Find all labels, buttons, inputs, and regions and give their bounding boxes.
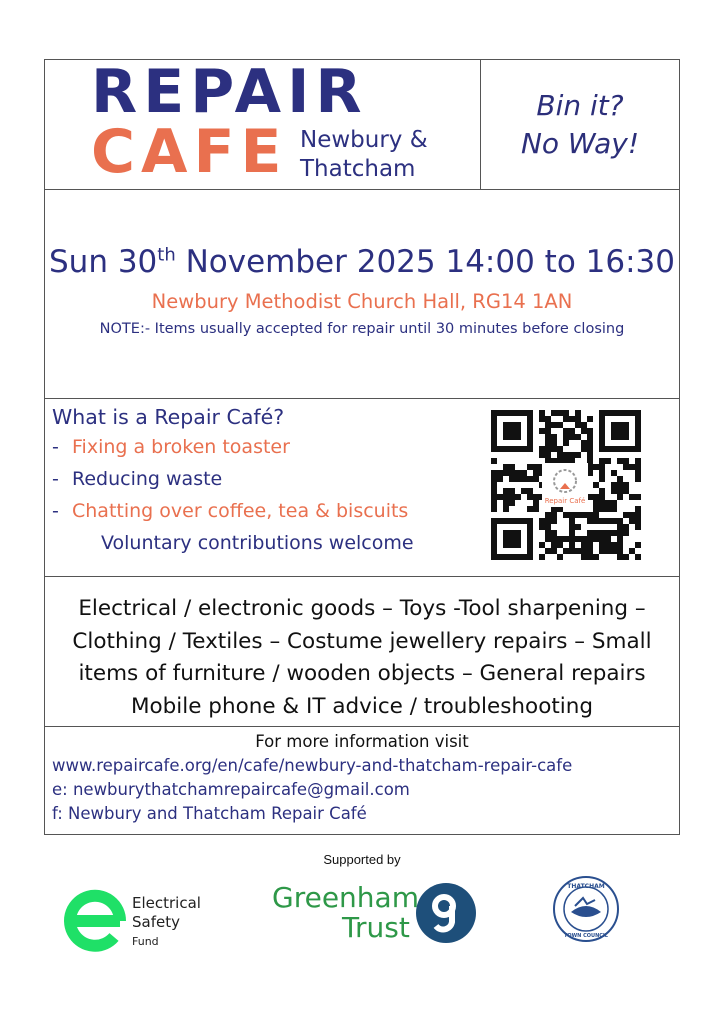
esf-line2: Safety [132,913,180,931]
date-month-time: November 2025 14:00 to 16:30 [175,244,675,280]
greenham-trust-logo [272,878,482,948]
about-text-cell [45,399,481,576]
slogan [481,60,679,189]
bullet-text: Reducing waste [72,468,223,490]
bullet-dash: - [52,468,59,490]
date-day: Sun 30 [49,244,158,280]
council-bottom-text: TOWN COUNCIL [564,933,608,939]
qr-caption: Repair Café [544,497,586,505]
slogan-line1: Bin it? [536,88,624,122]
esf-text [132,894,201,951]
contributions-text: Voluntary contributions welcome [101,532,414,554]
services-list [45,593,679,723]
services-line: Clothing / Textiles – Costume jewellery repairs – Small [72,628,652,654]
greenham-line2: Trust [342,911,410,944]
facebook-link[interactable]: f: Newbury and Thatcham Repair Café [52,804,367,823]
logo-repair-text: REPAIR [91,57,368,127]
email-link[interactable]: e: newburythatchamrepaircafe@gmail.com [52,780,410,799]
qr-code-icon[interactable] [486,401,647,574]
supported-by-label: Supported by [323,852,401,867]
esf-line3: Fund [132,935,159,948]
poster [44,59,680,835]
event-venue: Newbury Methodist Church Hall, RG14 1AN [151,290,573,313]
logo-cafe-text: CAFE [91,117,288,187]
website-link[interactable]: www.repaircafe.org/en/cafe/newbury-and-thatcham-repair-cafe [52,756,573,775]
event-row [45,190,679,399]
services-line: items of furniture / wooden objects – General repairs [78,661,646,686]
event-note: NOTE:- Items usually accepted for repair until 30 minutes before closing [99,321,625,337]
slogan-line2: No Way! [520,126,640,160]
electrical-safety-fund-logo [62,888,222,958]
bullet-text: Fixing a broken toaster [72,436,290,458]
logo-location-line2: Thatcham [300,156,416,182]
services-line: Mobile phone & IT advice / troubleshooting [130,693,594,719]
about-row [45,399,679,577]
info-heading: For more information visit [255,732,469,751]
repair-cafe-logo [45,57,481,189]
thatcham-town-council-crest-icon [553,876,619,942]
event-date [45,242,679,282]
list-item [52,498,408,524]
bullet-text: Chatting over coffee, tea & biscuits [72,500,409,522]
services-line: Electrical / electronic goods – Toys -Tool sharpening – [78,596,646,621]
logo-location-line1: Newbury & [300,127,428,153]
about-title: What is a Repair Café? [52,405,285,429]
greenham-g-icon [415,882,477,944]
header-row [45,57,679,190]
esf-e-icon [62,888,128,954]
esf-line1: Electrical [132,894,201,912]
bullet-dash: - [52,500,59,522]
services-row [45,577,679,727]
info-row [45,727,679,834]
date-ordinal: th [157,244,176,266]
bullet-dash: - [52,436,59,458]
list-item [52,466,222,492]
greenham-line1: Greenham [272,881,419,914]
list-item [52,434,290,460]
council-top-text: THATCHAM [567,883,605,890]
